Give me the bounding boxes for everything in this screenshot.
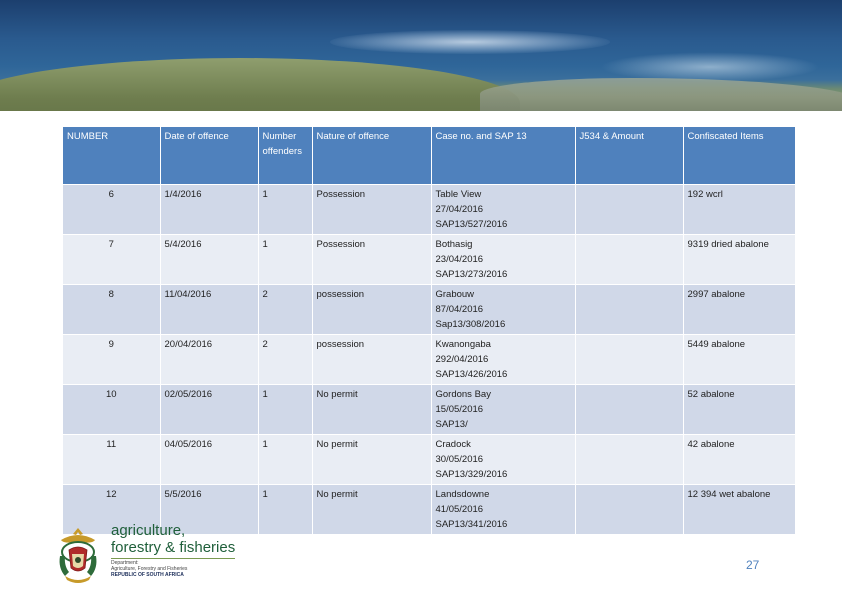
cell-j534: [575, 235, 683, 285]
cell-nature: No permit: [312, 435, 431, 485]
cell-date: 02/05/2016: [160, 385, 258, 435]
cell-case: Cradock 30/05/2016 SAP13/329/2016: [431, 435, 575, 485]
table-header-row: [63, 127, 795, 185]
cell-nature: No permit: [312, 485, 431, 535]
header-items: Confiscated Items: [683, 127, 795, 185]
cell-nature: possession: [312, 285, 431, 335]
table-row: [63, 235, 795, 285]
cell-date: 11/04/2016: [160, 285, 258, 335]
cell-case: Grabouw 87/04/2016 Sap13/308/2016: [431, 285, 575, 335]
logo-line-agriculture: agriculture,: [111, 522, 186, 539]
cell-j534: [575, 485, 683, 535]
header-number: NUMBER: [63, 127, 160, 185]
cell-nature: No permit: [312, 385, 431, 435]
logo-department-name: Agriculture, Forestry and Fisheries: [111, 566, 188, 572]
cell-offenders: 2: [258, 285, 312, 335]
cell-number: 8: [63, 285, 160, 335]
cell-j534: [575, 335, 683, 385]
coastline-hill: [0, 58, 520, 111]
header-date: Date of offence: [160, 127, 258, 185]
cell-case: Landsdowne 41/05/2016 SAP13/341/2016: [431, 485, 575, 535]
cell-offenders: 1: [258, 385, 312, 435]
offence-table: [63, 127, 795, 534]
cell-case: Table View 27/04/2016 SAP13/527/2016: [431, 185, 575, 235]
cell-offenders: 1: [258, 185, 312, 235]
cell-date: 04/05/2016: [160, 435, 258, 485]
cell-items: 12 394 wet abalone: [683, 485, 795, 535]
table-row: [63, 185, 795, 235]
page-number: 27: [746, 558, 760, 572]
table-row: [63, 335, 795, 385]
cell-number: 12: [63, 485, 160, 535]
cell-j534: [575, 385, 683, 435]
table-row: [63, 435, 795, 485]
cell-j534: [575, 285, 683, 335]
cell-number: 6: [63, 185, 160, 235]
cell-date: 5/4/2016: [160, 235, 258, 285]
header-case: Case no. and SAP 13: [431, 127, 575, 185]
table-row: [63, 285, 795, 335]
cell-offenders: 1: [258, 235, 312, 285]
cell-case: Kwanongaba 292/04/2016 SAP13/426/2016: [431, 335, 575, 385]
cell-nature: Possession: [312, 235, 431, 285]
cell-items: 42 abalone: [683, 435, 795, 485]
header-j534: J534 & Amount: [575, 127, 683, 185]
coat-of-arms-icon: [55, 526, 101, 584]
cell-items: 9319 dried abalone: [683, 235, 795, 285]
logo-line-forestry: forestry & fisheries: [111, 539, 236, 556]
cell-date: 20/04/2016: [160, 335, 258, 385]
header-nature: Nature of offence: [312, 127, 431, 185]
cell-number: 7: [63, 235, 160, 285]
cell-items: 52 abalone: [683, 385, 795, 435]
cell-number: 10: [63, 385, 160, 435]
sea-surf: [330, 30, 610, 54]
table-row: [63, 385, 795, 435]
cell-offenders: 1: [258, 435, 312, 485]
cell-offenders: 1: [258, 485, 312, 535]
cell-j534: [575, 435, 683, 485]
cell-j534: [575, 185, 683, 235]
logo-department-label: Department:: [111, 560, 139, 566]
cell-case: Gordons Bay 15/05/2016 SAP13/: [431, 385, 575, 435]
cell-offenders: 2: [258, 335, 312, 385]
coastline-rocks: [480, 78, 842, 111]
cell-nature: Possession: [312, 185, 431, 235]
logo-country: REPUBLIC OF SOUTH AFRICA: [111, 572, 184, 578]
header-offenders: Number offenders: [258, 127, 312, 185]
header-banner-photo: [0, 0, 842, 111]
cell-date: 1/4/2016: [160, 185, 258, 235]
cell-items: 2997 abalone: [683, 285, 795, 335]
cell-items: 5449 abalone: [683, 335, 795, 385]
cell-date: 5/5/2016: [160, 485, 258, 535]
cell-number: 9: [63, 335, 160, 385]
cell-nature: possession: [312, 335, 431, 385]
daff-logo: [55, 522, 255, 588]
cell-items: 192 wcrl: [683, 185, 795, 235]
cell-case: Bothasig 23/04/2016 SAP13/273/2016: [431, 235, 575, 285]
cell-number: 11: [63, 435, 160, 485]
